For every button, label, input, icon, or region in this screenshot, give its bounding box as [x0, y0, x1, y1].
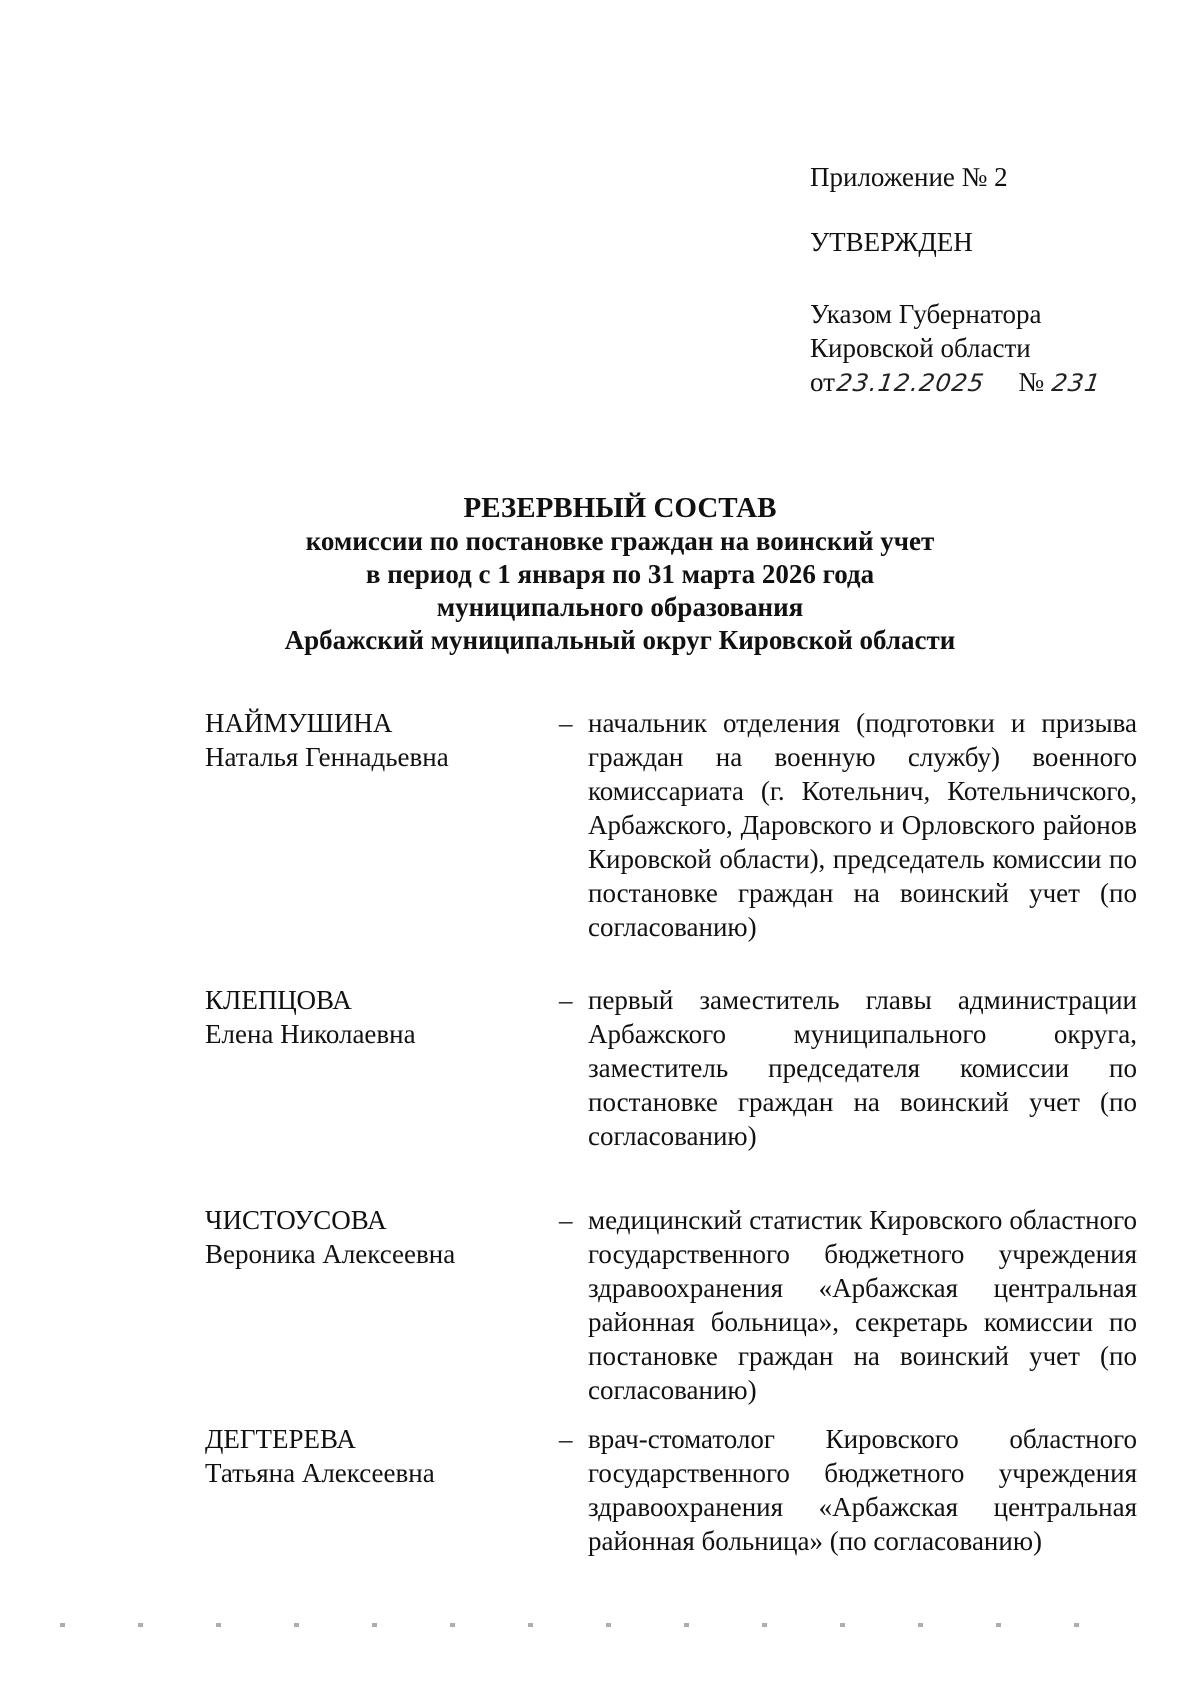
title-line-5: Арбажский муниципальный округ Кировской области [284, 625, 956, 655]
approved-label: УТВЕРЖДЕН [810, 227, 973, 257]
number-prefix: № [1018, 367, 1045, 397]
member-name [205, 1203, 535, 1271]
member-role: медицинский статистик Кировского областного государственного бюджетного учреждения здравоохранения «Арбажская центральная районная больница», секретарь комиссии по постановке граждан на воинский учет (по согласованию) [588, 1205, 1137, 1405]
title-line-3: в период с 1 января по 31 марта 2026 года [365, 559, 875, 589]
member-given-names: Елена Николаевна [205, 1019, 416, 1049]
member-name [205, 706, 535, 774]
member-name [205, 1422, 535, 1490]
member-surname: ЧИСТОУСОВА [205, 1205, 387, 1235]
handwritten-date: 23.12.2025 [834, 369, 987, 397]
handwritten-number: 231 [1050, 369, 1103, 397]
member-dash: – [559, 1424, 573, 1454]
title-line-4: муниципального образования [436, 592, 804, 622]
member-given-names: Татьяна Алексеевна [205, 1458, 435, 1488]
member-surname: КЛЕПЦОВА [205, 985, 352, 1015]
member-given-names: Наталья Геннадьевна [205, 742, 449, 772]
document-title [200, 492, 1040, 657]
scan-noise-line [60, 1623, 1140, 1627]
member-dash: – [559, 985, 573, 1015]
date-prefix: от [810, 367, 835, 397]
member-name [205, 983, 535, 1051]
member-role: начальник отделения (подготовки и призыва граждан на военную службу) военного комиссариата (г. Котельнич, Котельничского, Арбажского, Даровского и Орловского районов Кировской области), председатель комиссии по постановке граждан на воинский учет (по согласованию) [588, 708, 1137, 942]
title-line-2: комиссии по постановке граждан на воинский учет [305, 526, 935, 556]
date-number-line [810, 365, 1150, 400]
member-surname: ДЕГТЕРЕВА [205, 1424, 356, 1454]
member-dash: – [559, 708, 573, 738]
member-role: врач-стоматолог Кировского областного государственного бюджетного учреждения здравоохранения «Арбажская центральная районная больница» (по согласованию) [588, 1424, 1137, 1556]
approval-stamp-block [810, 160, 1150, 400]
appendix-label: Приложение № 2 [810, 162, 1008, 192]
approved-by-line-1: Указом Губернатора [810, 299, 1042, 329]
approved-by-line-2: Кировской области [810, 333, 1031, 363]
title-main: РЕЗЕРВНЫЙ СОСТАВ [463, 492, 777, 524]
member-role: первый заместитель главы администрации Арбажского муниципального округа, заместитель председателя комиссии по постановке граждан на воинский учет (по согласованию) [588, 985, 1137, 1151]
member-given-names: Вероника Алексеевна [205, 1239, 456, 1269]
member-dash: – [559, 1205, 573, 1235]
member-surname: НАЙМУШИНА [205, 708, 393, 738]
